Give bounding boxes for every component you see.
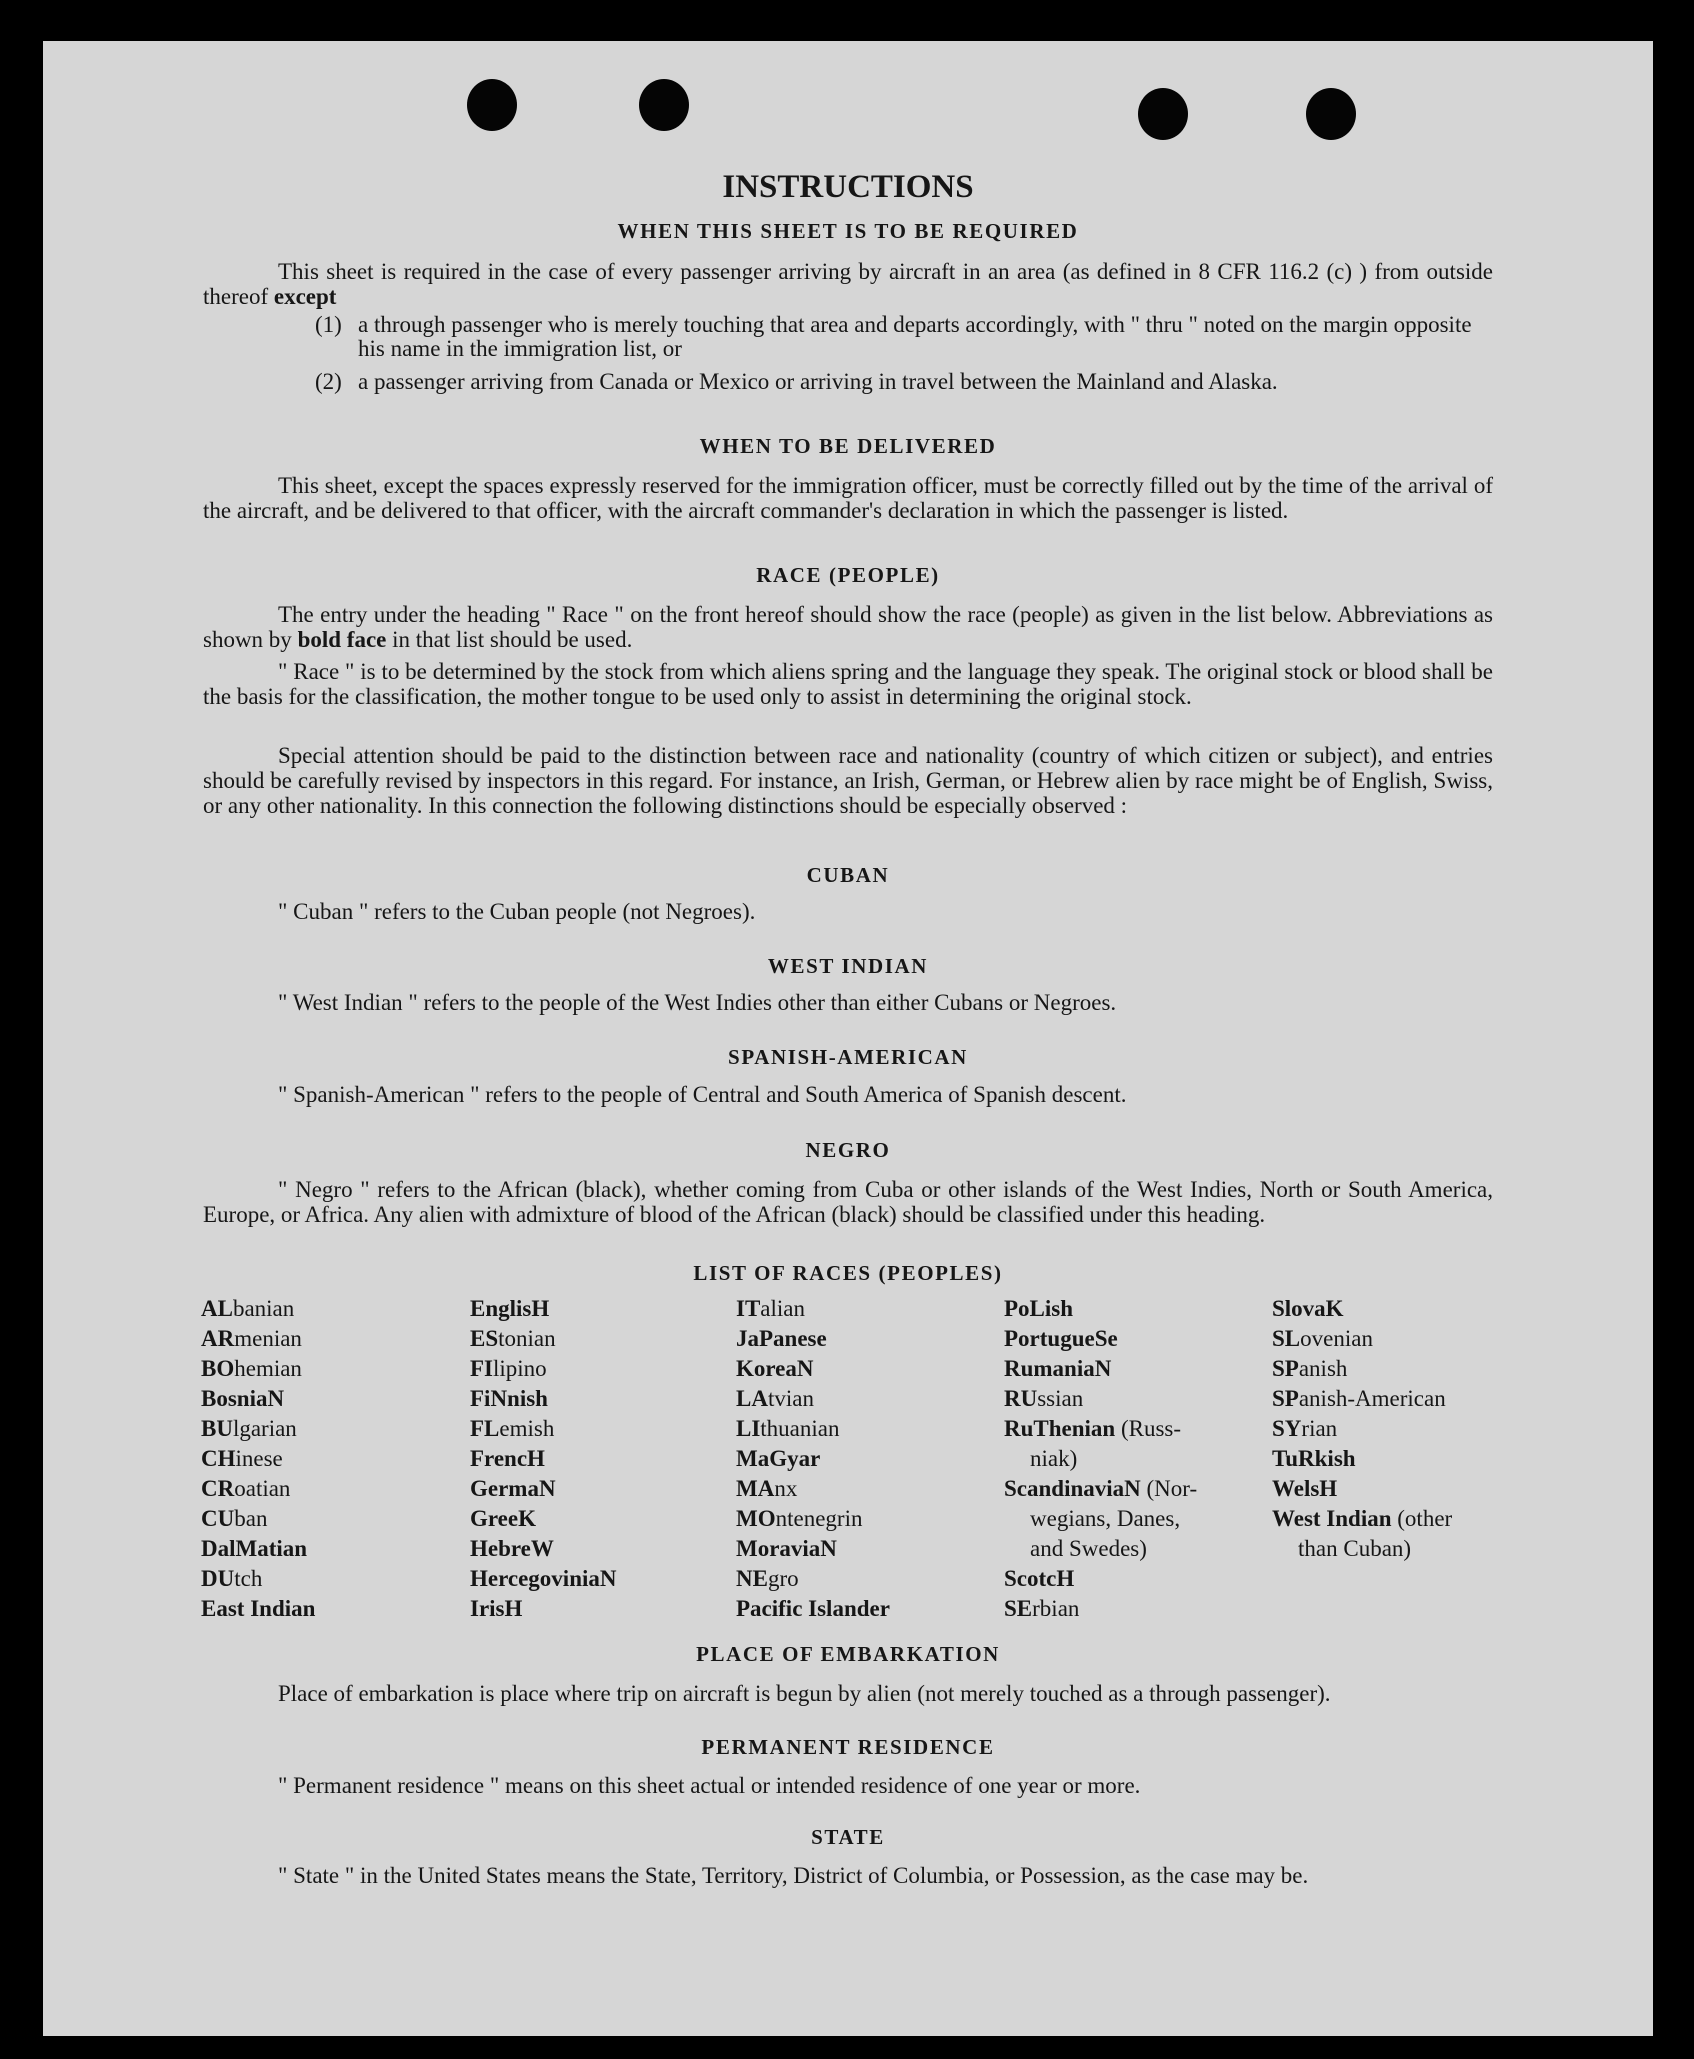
- race-abbrev-part: SP: [1272, 1386, 1299, 1411]
- race-list-item: [470, 1414, 617, 1444]
- race-name-rest: niak): [1030, 1446, 1078, 1471]
- paragraph-text: Special attention should be paid to the distinction between race and nationality (country of which citizen or subject), and entries should be carefully revised by inspectors in this regard. For instance, an Irish, German, or Hebrew alien by race might be of English, Swiss, or any other nationality. In this connection the following distinctions should be especially observed :: [203, 743, 1493, 818]
- race-name-rest: (Nor-: [1140, 1476, 1198, 1501]
- race-abbrev-part: AR: [201, 1326, 235, 1351]
- race-list-item: [1272, 1384, 1452, 1414]
- race-abbrev-part: LA: [736, 1386, 768, 1411]
- race-abbrev-part: EnglisH: [470, 1296, 550, 1321]
- paragraph-text: " Negro " refers to the African (black), whether coming from Cuba or other islands of the West Indies, North or South America, Europe, or Africa. Any alien with admixture of blood of the African (black) should be classified under this heading.: [203, 1177, 1493, 1227]
- paragraph-text: in that list should be used.: [392, 627, 633, 652]
- race-list-item: [201, 1354, 315, 1384]
- race-abbrev-part: WelsH: [1272, 1476, 1338, 1501]
- race-abbrev-part: DalMatian: [201, 1536, 308, 1561]
- section-heading-cuban: CUBAN: [806, 863, 890, 887]
- race-name-rest: anish-American: [1298, 1386, 1446, 1411]
- race-name-rest: lipino: [493, 1356, 547, 1381]
- paragraph-text: " Spanish-American " refers to the people of Central and South America of Spanish descent.: [278, 1082, 1127, 1107]
- section-heading-embarkation: PLACE OF EMBARKATION: [696, 1642, 1000, 1666]
- race-abbrev-part: SlovaK: [1272, 1296, 1344, 1321]
- race-abbrev-part: RU: [1004, 1386, 1038, 1411]
- race-name-rest: rian: [1301, 1416, 1338, 1441]
- race-list-item: [1004, 1504, 1197, 1534]
- race-abbrev-part: ScotcH: [1004, 1566, 1075, 1591]
- race-name-rest: rbian: [1032, 1596, 1080, 1621]
- race-name-rest: (other: [1391, 1506, 1453, 1531]
- paragraph-text: The entry under the heading " Race " on the front hereof should show the race (people) as given in the list below. Abbreviations as shown by: [203, 602, 1493, 652]
- race-list-item: [1272, 1294, 1452, 1324]
- race-list-item: [470, 1324, 617, 1354]
- race-list-item: [736, 1564, 890, 1594]
- race-name-rest: than Cuban): [1298, 1536, 1412, 1561]
- section-heading-race: RACE (PEOPLE): [756, 563, 940, 587]
- race-list-item: [470, 1474, 617, 1504]
- race-list-item: [736, 1414, 890, 1444]
- race-list-item: [1004, 1414, 1197, 1444]
- race-abbrev-part: MO: [736, 1506, 776, 1531]
- race-list-item: [736, 1354, 890, 1384]
- race-list-item: [201, 1324, 315, 1354]
- section-heading-spanish-american: SPANISH-AMERICAN: [728, 1045, 968, 1069]
- race-abbrev-part: MoraviaN: [736, 1536, 837, 1561]
- race-abbrev-part: KoreaN: [736, 1356, 814, 1381]
- race-list-item: [201, 1384, 315, 1414]
- section-heading-list-of-races: LIST OF RACES (PEOPLES): [693, 1261, 1003, 1285]
- race-list-item: [736, 1474, 890, 1504]
- when-required-except: except: [273, 284, 337, 309]
- race-list-item: [1004, 1294, 1197, 1324]
- race-list-item: [201, 1474, 315, 1504]
- race-list-item: [470, 1534, 617, 1564]
- race-list-item: [736, 1534, 890, 1564]
- race-abbrev-part: SL: [1272, 1326, 1301, 1351]
- race-name-rest: wegians, Danes,: [1030, 1506, 1181, 1531]
- race-abbrev-part: West Indian: [1272, 1506, 1392, 1531]
- race-abbrev-part: LI: [736, 1416, 761, 1441]
- race-list-item: [736, 1594, 890, 1624]
- race-list-item: [1004, 1534, 1197, 1564]
- race-abbrev-part: IrisH: [470, 1596, 523, 1621]
- race-list-column-1: [201, 1294, 315, 1624]
- race-name-rest: and Swedes): [1030, 1536, 1147, 1561]
- race-abbrev-part: RuThenian: [1004, 1416, 1116, 1441]
- race-list-item: [201, 1414, 315, 1444]
- race-name-rest: anish: [1298, 1356, 1348, 1381]
- race-list-column-5: [1272, 1294, 1452, 1564]
- race-list-column-3: [736, 1294, 890, 1624]
- race-list-item: [1272, 1354, 1452, 1384]
- race-abbrev-part: HercegoviniaN: [470, 1566, 617, 1591]
- race-name-rest: alian: [760, 1296, 805, 1321]
- race-abbrev-part: GreeK: [470, 1506, 536, 1531]
- race-list-item: [1004, 1354, 1197, 1384]
- race-list-column-2: [470, 1294, 617, 1624]
- paragraph-text: " West Indian " refers to the people of the West Indies other than either Cubans or Negroes.: [278, 990, 1117, 1015]
- race-name-rest: hemian: [234, 1356, 302, 1381]
- document-page: [43, 41, 1653, 2036]
- race-abbrev-part: ES: [470, 1326, 499, 1351]
- race-name-rest: nx: [774, 1476, 798, 1501]
- race-name-rest: inese: [235, 1446, 283, 1471]
- race-name-rest: oatian: [234, 1476, 291, 1501]
- item-number: (2): [315, 369, 342, 394]
- race-name-rest: thuanian: [760, 1416, 840, 1441]
- race-list-item: [736, 1384, 890, 1414]
- race-abbrev-part: FiNnish: [470, 1386, 548, 1411]
- race-abbrev-part: BU: [201, 1416, 233, 1441]
- race-abbrev-part: HebreW: [470, 1536, 554, 1561]
- section-heading-permanent-residence: PERMANENT RESIDENCE: [701, 1735, 995, 1759]
- race-name-rest: tvian: [767, 1386, 814, 1411]
- race-list-item: [470, 1384, 617, 1414]
- race-name-rest: menian: [234, 1326, 302, 1351]
- race-list-item: [1272, 1534, 1452, 1564]
- punch-hole: [467, 79, 517, 131]
- race-list-item: [1004, 1474, 1197, 1504]
- punch-hole: [639, 79, 689, 131]
- bold-face-text: bold face: [297, 627, 387, 652]
- race-name-rest: banian: [232, 1296, 295, 1321]
- race-list-item: [470, 1504, 617, 1534]
- race-list-item: [1004, 1324, 1197, 1354]
- negro-text: [203, 1177, 1493, 1227]
- race-abbrev-part: ScandinaviaN: [1004, 1476, 1141, 1501]
- race-list-item: [201, 1564, 315, 1594]
- punch-hole: [1306, 88, 1356, 140]
- item-text: a through passenger who is merely touching that area and departs accordingly, with " thru " noted on the margin opposite his name in the immigration list, or: [358, 312, 1472, 361]
- race-name-rest: ntenegrin: [775, 1506, 863, 1531]
- race-list-item: [1272, 1444, 1452, 1474]
- section-heading-when-required: WHEN THIS SHEET IS TO BE REQUIRED: [617, 219, 1079, 243]
- embarkation-text: [203, 1681, 1493, 1706]
- race-name-rest: tonian: [498, 1326, 556, 1351]
- race-abbrev-part: SY: [1272, 1416, 1302, 1441]
- section-heading-state: STATE: [811, 1825, 885, 1849]
- race-paragraph-1: [203, 602, 1493, 652]
- race-abbrev-part: MA: [736, 1476, 775, 1501]
- paragraph-text: This sheet, except the spaces expressly reserved for the immigration officer, must be correctly filled out by the time of the arrival of the aircraft, and be delivered to that officer, with the aircraft commander's declaration in which the passenger is listed.: [203, 473, 1493, 523]
- when-required-item-1: [315, 312, 1493, 361]
- residence-text: [203, 1773, 1493, 1798]
- race-abbrev-part: MaGyar: [736, 1446, 821, 1471]
- race-abbrev-part: PortugueSe: [1004, 1326, 1118, 1351]
- race-abbrev-part: GermaN: [470, 1476, 556, 1501]
- race-abbrev-part: RumaniaN: [1004, 1356, 1112, 1381]
- race-name-rest: ovenian: [1300, 1326, 1373, 1351]
- race-list-item: [201, 1444, 315, 1474]
- race-list-item: [1272, 1324, 1452, 1354]
- race-name-rest: emish: [499, 1416, 555, 1441]
- race-abbrev-part: SE: [1004, 1596, 1033, 1621]
- race-abbrev-part: Pacific Islander: [736, 1596, 890, 1621]
- race-name-rest: tch: [234, 1566, 263, 1591]
- paragraph-text: " Permanent residence " means on this sheet actual or intended residence of one year or more.: [278, 1773, 1141, 1798]
- race-abbrev-part: BosniaN: [201, 1386, 285, 1411]
- item-number: (1): [315, 312, 342, 337]
- race-list-item: [201, 1294, 315, 1324]
- race-list-item: [1272, 1414, 1452, 1444]
- race-list-item: [736, 1504, 890, 1534]
- race-abbrev-part: FL: [470, 1416, 500, 1441]
- race-abbrev-part: BO: [201, 1356, 235, 1381]
- race-list-item: [201, 1534, 315, 1564]
- race-list-item: [470, 1354, 617, 1384]
- race-abbrev-part: CR: [201, 1476, 235, 1501]
- race-list-item: [736, 1324, 890, 1354]
- state-text: [203, 1863, 1493, 1888]
- paragraph-text: " Cuban " refers to the Cuban people (not Negroes).: [278, 899, 756, 924]
- race-list-item: [1272, 1504, 1452, 1534]
- race-list-item: [470, 1294, 617, 1324]
- race-abbrev-part: AL: [201, 1296, 233, 1321]
- race-list-item: [1004, 1594, 1197, 1624]
- when-required-item-2: [315, 369, 1493, 394]
- spanish-american-text: [203, 1082, 1493, 1107]
- race-list-item: [736, 1444, 890, 1474]
- race-list-item: [470, 1594, 617, 1624]
- race-abbrev-part: TuRkish: [1272, 1446, 1356, 1471]
- race-name-rest: gro: [767, 1566, 799, 1591]
- punch-hole: [1138, 88, 1188, 140]
- race-list-item: [1004, 1384, 1197, 1414]
- paragraph-text: Place of embarkation is place where trip on aircraft is begun by alien (not merely touched as a through passenger).: [278, 1681, 1331, 1706]
- race-list-item: [736, 1294, 890, 1324]
- race-abbrev-part: IT: [736, 1296, 761, 1321]
- when-delivered-text: [203, 473, 1493, 523]
- race-name-rest: ban: [234, 1506, 268, 1531]
- race-name-rest: (Russ-: [1115, 1416, 1182, 1441]
- race-paragraph-3: [203, 743, 1493, 818]
- race-paragraph-2: [203, 659, 1493, 709]
- race-abbrev-part: SP: [1272, 1356, 1299, 1381]
- race-list-item: [470, 1444, 617, 1474]
- page-title: INSTRUCTIONS: [722, 169, 974, 205]
- race-abbrev-part: FI: [470, 1356, 493, 1381]
- west-indian-text: [203, 990, 1493, 1015]
- section-heading-negro: NEGRO: [805, 1138, 891, 1162]
- section-heading-when-delivered: WHEN TO BE DELIVERED: [699, 434, 997, 458]
- race-abbrev-part: CU: [201, 1506, 235, 1531]
- race-name-rest: lgarian: [232, 1416, 297, 1441]
- cuban-text: [203, 899, 1493, 924]
- race-list-item: [1004, 1564, 1197, 1594]
- section-heading-west-indian: WEST INDIAN: [767, 954, 929, 978]
- race-list-item: [1004, 1444, 1197, 1474]
- race-abbrev-part: East Indian: [201, 1596, 316, 1621]
- race-abbrev-part: PoLish: [1004, 1296, 1074, 1321]
- race-list-item: [470, 1564, 617, 1594]
- paragraph-text: " Race " is to be determined by the stock from which aliens spring and the language they speak. The original stock or blood shall be the basis for the classification, the mother tongue to be used only to assist in determining the original stock.: [203, 659, 1493, 709]
- paragraph-text: " State " in the United States means the State, Territory, District of Columbia, or Possession, as the case may be.: [278, 1863, 1309, 1888]
- when-required-intro: [203, 259, 1493, 309]
- race-list-item: [201, 1504, 315, 1534]
- race-list-item: [201, 1594, 315, 1624]
- race-abbrev-part: FrencH: [470, 1446, 545, 1471]
- race-name-rest: ssian: [1037, 1386, 1084, 1411]
- race-abbrev-part: DU: [201, 1566, 235, 1591]
- race-abbrev-part: JaPanese: [736, 1326, 827, 1351]
- when-required-intro-text: This sheet is required in the case of every passenger arriving by aircraft in an area (as defined in 8 CFR 116.2 (c) ) from outside thereof: [203, 259, 1493, 309]
- race-list-item: [1272, 1474, 1452, 1504]
- race-abbrev-part: NE: [736, 1566, 768, 1591]
- race-abbrev-part: CH: [201, 1446, 236, 1471]
- race-list-column-4: [1004, 1294, 1197, 1624]
- item-text: a passenger arriving from Canada or Mexico or arriving in travel between the Mainland and Alaska.: [358, 369, 1278, 394]
